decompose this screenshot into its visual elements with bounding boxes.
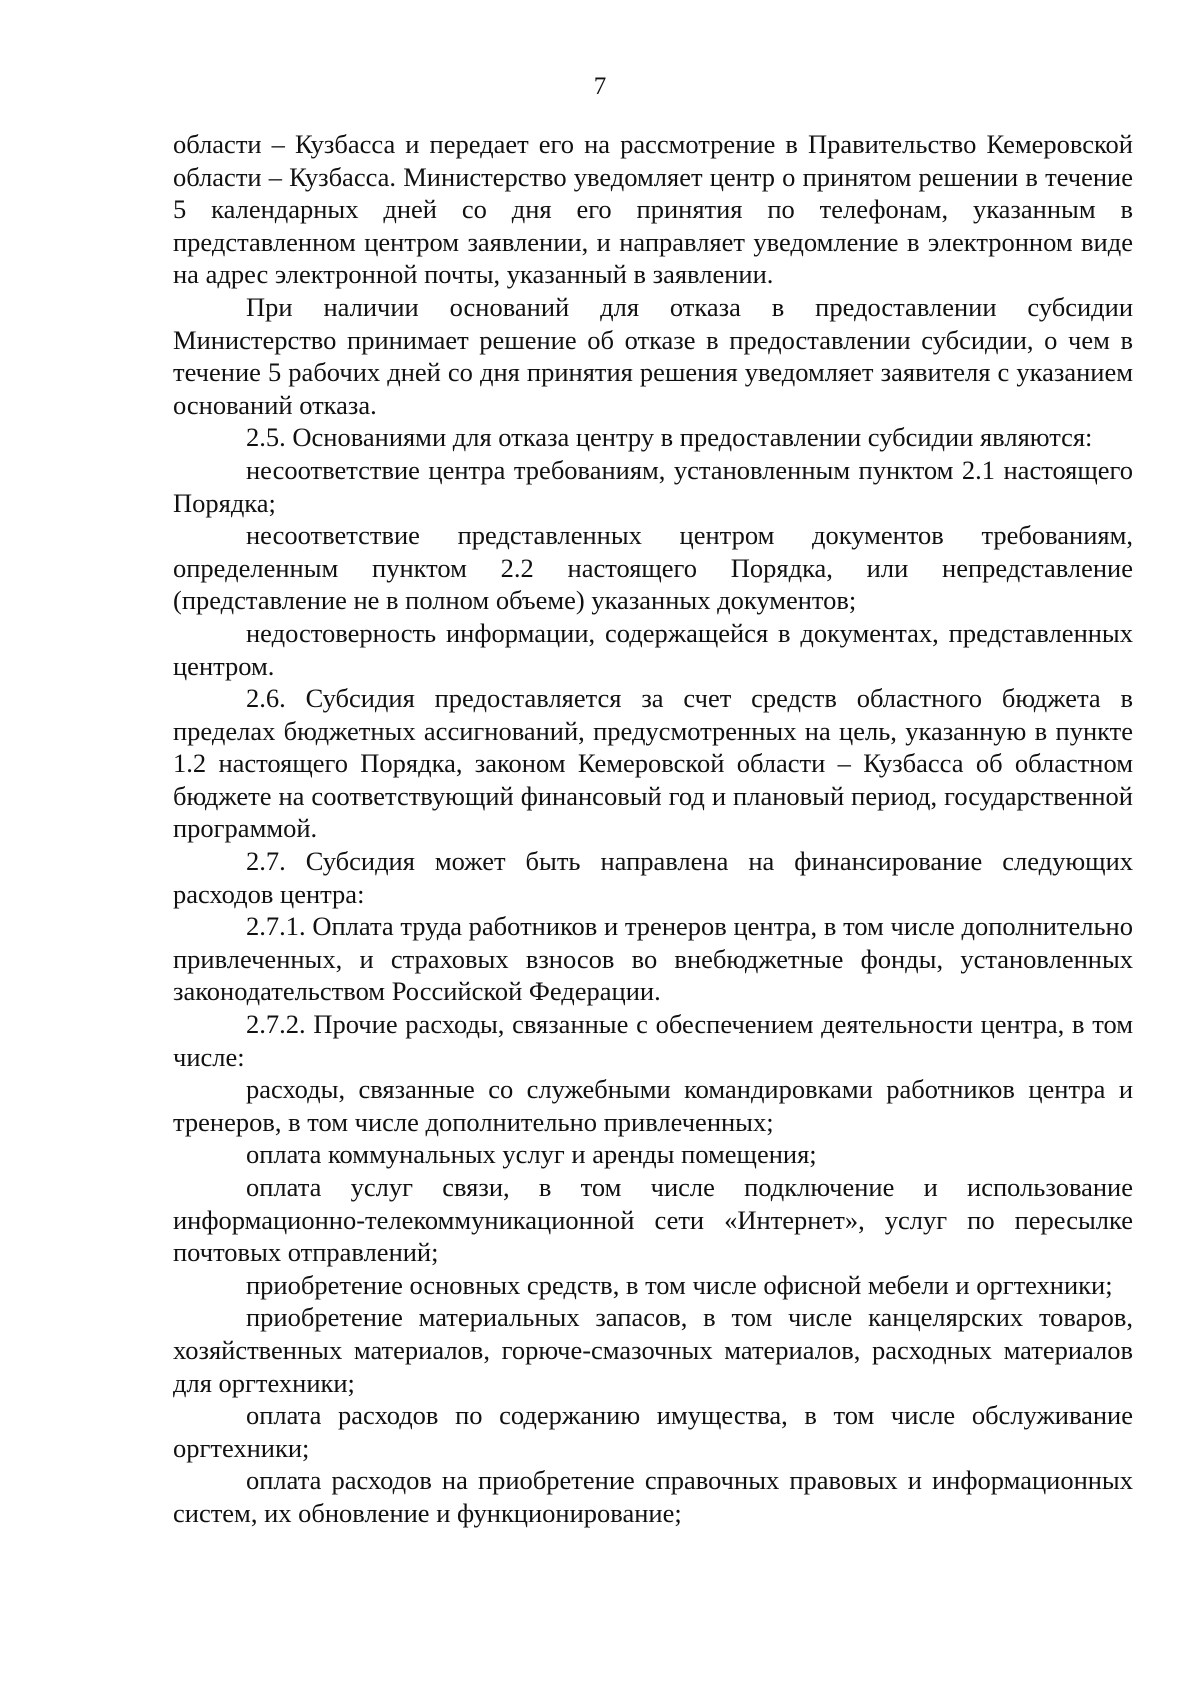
paragraph: 2.7.2. Прочие расходы, связанные с обеспечением деятельности центра, в том числе: bbox=[173, 1009, 1133, 1072]
paragraph: недостоверность информации, содержащейся в документах, представленных центром. bbox=[173, 617, 1133, 681]
paragraph: оплата коммунальных услуг и аренды помещения; bbox=[246, 1139, 817, 1170]
paragraph: 2.5. Основаниями для отказа центру в предоставлении субсидии являются: bbox=[246, 422, 1093, 453]
paragraph: 2.6. Субсидия предоставляется за счет средств областного бюджета в пределах бюджетных ассигнований, предусмотренных на цель, указанную в пункте 1.2 настоящего Порядка, законом Кемеровской области – Кузбасса об областном бюджете на соответствующий финансовый год и плановый период, государственной программой. bbox=[173, 683, 1133, 844]
paragraph: несоответствие центра требованиям, установленным пунктом 2.1 настоящего Порядка; bbox=[173, 454, 1133, 518]
paragraph: 2.7. Субсидия может быть направлена на финансирование следующих расходов центра: bbox=[173, 846, 1133, 909]
paragraph: При наличии оснований для отказа в предоставлении субсидии Министерство принимает решение об отказе в предоставлении субсидии, о чем в течение 5 рабочих дней со дня принятия решения уведомляет заявителя с указанием оснований отказа. bbox=[173, 291, 1133, 420]
paragraph: оплата услуг связи, в том числе подключение и использование информационно-телекоммуникационной сети «Интернет», услуг по пересылке почтовых отправлений; bbox=[173, 1172, 1133, 1268]
document-body bbox=[173, 128, 1133, 1530]
paragraph: 2.7.1. Оплата труда работников и тренеров центра, в том числе дополнительно привлеченных, и страховых взносов во внебюджетные фонды, установленных законодательством Российской Федерации. bbox=[173, 911, 1133, 1007]
paragraph: оплата расходов по содержанию имущества, в том числе обслуживание оргтехники; bbox=[173, 1400, 1133, 1463]
paragraph: расходы, связанные со служебными командировками работников центра и тренеров, в том числе дополнительно привлеченных; bbox=[173, 1074, 1133, 1137]
paragraph: оплата расходов на приобретение справочных правовых и информационных систем, их обновление и функционирование; bbox=[173, 1465, 1133, 1528]
paragraph: области – Кузбасса и передает его на рассмотрение в Правительство Кемеровской области – Кузбасса. Министерство уведомляет центр о принятом решении в течение 5 календарных дней со дня его принятия по телефонам, указанным в представленном центром заявлении, и направляет уведомление в электронном виде на адрес электронной почты, указанный в заявлении. bbox=[173, 129, 1133, 290]
paragraph: приобретение материальных запасов, в том числе канцелярских товаров, хозяйственных материалов, горюче-смазочных материалов, расходных материалов для оргтехники; bbox=[173, 1302, 1133, 1398]
page-number: 7 bbox=[593, 73, 607, 100]
paragraph: несоответствие представленных центром документов требованиям, определенным пунктом 2.2 настоящего Порядка, или непредставление (представление не в полном объеме) указанных документов; bbox=[173, 520, 1133, 616]
paragraph: приобретение основных средств, в том числе офисной мебели и оргтехники; bbox=[246, 1269, 1113, 1300]
